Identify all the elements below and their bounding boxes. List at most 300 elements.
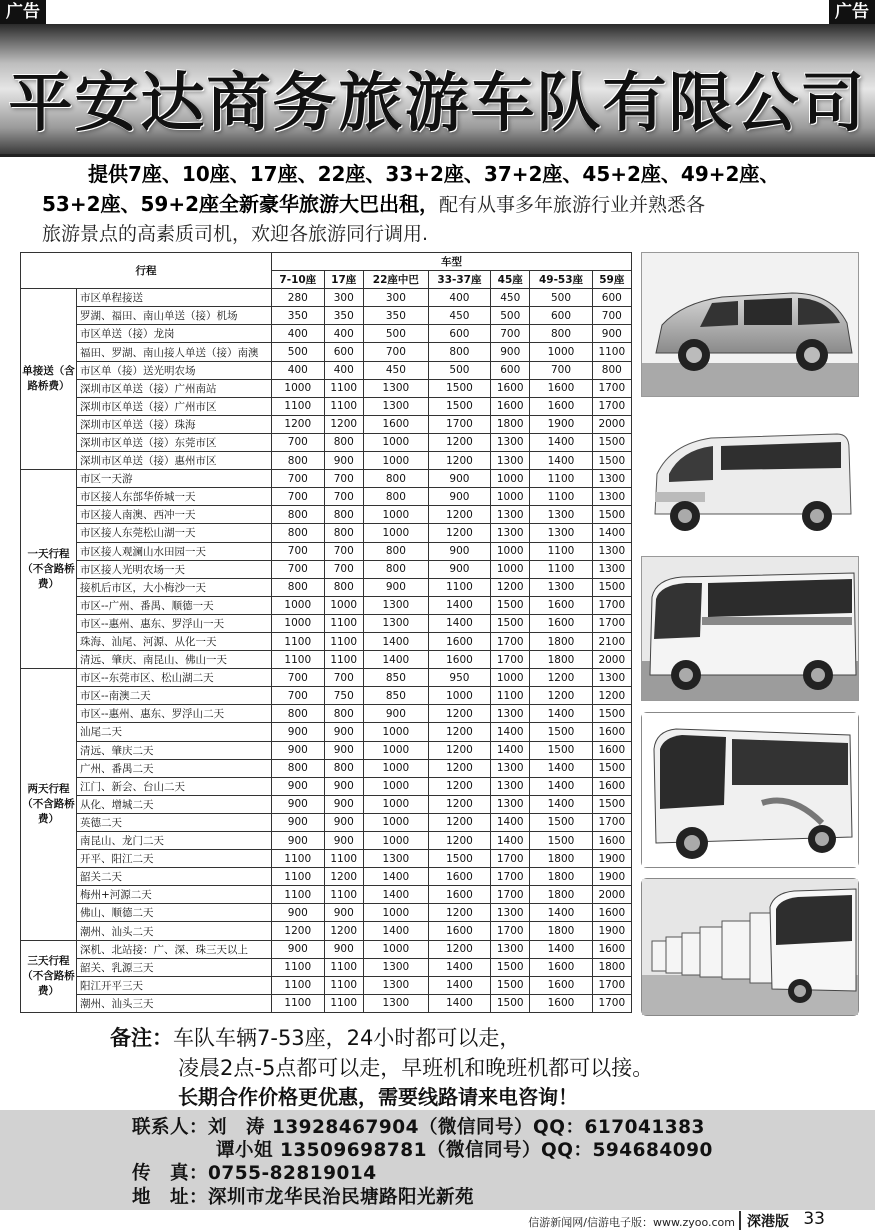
price-cell: 800: [272, 759, 325, 777]
price-cell: 600: [428, 325, 490, 343]
price-cell: 1300: [491, 904, 530, 922]
route-cell: 梅州+河源二天: [77, 886, 272, 904]
route-cell: 接机后市区，大小梅沙一天: [77, 578, 272, 596]
contact-person-1: 联系人：刘 涛 13928467904（微信同号）QQ：617041383: [132, 1117, 705, 1138]
price-cell: 1300: [363, 958, 428, 976]
price-cell: 500: [272, 343, 325, 361]
price-cell: 1600: [428, 922, 490, 940]
price-cell: 900: [428, 542, 490, 560]
route-cell: 市区接人观澜山水田园一天: [77, 542, 272, 560]
route-cell: 开平、阳江二天: [77, 850, 272, 868]
price-cell: 1700: [592, 614, 631, 632]
price-cell: 900: [324, 795, 363, 813]
price-cell: 1400: [530, 904, 592, 922]
coach-bus-photo: [641, 712, 859, 868]
route-cell: 市区单（接）送光明农场: [77, 361, 272, 379]
route-cell: 深圳市区单送（接）广州南站: [77, 379, 272, 397]
price-cell: 1200: [272, 415, 325, 433]
price-cell: 1100: [324, 632, 363, 650]
price-cell: 1900: [592, 850, 631, 868]
contact-box: [0, 1110, 875, 1210]
route-cell: 市区--惠州、惠东、罗浮山二天: [77, 705, 272, 723]
route-cell: 市区接人东莞松山湖一天: [77, 524, 272, 542]
price-cell: 900: [428, 560, 490, 578]
price-cell: 900: [324, 813, 363, 831]
price-cell: 1100: [491, 687, 530, 705]
price-cell: 1900: [592, 868, 631, 886]
price-cell: 800: [272, 705, 325, 723]
contact-address: 地 址：深圳市龙华民治民塘路阳光新苑: [132, 1187, 475, 1208]
price-cell: 1400: [530, 777, 592, 795]
route-cell: 市区接人光明农场一天: [77, 560, 272, 578]
table-row: [21, 379, 632, 397]
price-cell: 1400: [592, 524, 631, 542]
price-cell: 1500: [592, 578, 631, 596]
table-row: [21, 976, 632, 994]
price-cell: 1000: [363, 506, 428, 524]
price-cell: 1500: [592, 506, 631, 524]
price-cell: 1300: [363, 976, 428, 994]
price-cell: 900: [363, 705, 428, 723]
price-cell: 700: [592, 307, 631, 325]
price-cell: 1100: [324, 850, 363, 868]
price-cell: 800: [363, 470, 428, 488]
price-cell: 1300: [491, 940, 530, 958]
price-cell: 1000: [272, 614, 325, 632]
price-cell: 1700: [592, 596, 631, 614]
note-line-2: 凌晨2点-5点都可以走，早班机和晚班机都可以接。: [178, 1056, 654, 1080]
route-cell: 深圳市区单送（接）广州市区: [77, 397, 272, 415]
price-cell: 1500: [592, 705, 631, 723]
column-header: 59座: [592, 271, 631, 289]
price-cell: 1000: [491, 470, 530, 488]
price-cell: 350: [363, 307, 428, 325]
price-cell: 1100: [272, 976, 325, 994]
route-cell: 深圳市区单送（接）惠州市区: [77, 452, 272, 470]
price-cell: 900: [324, 452, 363, 470]
price-cell: 800: [324, 759, 363, 777]
price-cell: 800: [592, 361, 631, 379]
price-cell: 800: [324, 524, 363, 542]
route-cell: 英德二天: [77, 813, 272, 831]
price-cell: 1100: [272, 850, 325, 868]
price-cell: 1200: [428, 759, 490, 777]
price-cell: 800: [324, 433, 363, 451]
price-cell: 1800: [530, 922, 592, 940]
price-cell: 1200: [592, 687, 631, 705]
price-cell: 1600: [592, 940, 631, 958]
price-cell: 800: [530, 325, 592, 343]
price-cell: 1600: [592, 832, 631, 850]
column-header: 17座: [324, 271, 363, 289]
price-cell: 1000: [491, 669, 530, 687]
price-cell: 1600: [428, 651, 490, 669]
price-cell: 1300: [530, 506, 592, 524]
price-cell: 1600: [530, 379, 592, 397]
price-cell: 1600: [491, 397, 530, 415]
price-cell: 1600: [530, 958, 592, 976]
price-cell: 700: [530, 361, 592, 379]
price-cell: 1600: [592, 904, 631, 922]
price-cell: 1000: [491, 560, 530, 578]
route-cell: 市区单送（接）龙岗: [77, 325, 272, 343]
price-cell: 1200: [428, 433, 490, 451]
company-title: 平安达商务旅游车队有限公司: [8, 66, 867, 141]
price-cell: 1100: [530, 488, 592, 506]
contact-fax: 传 真：0755-82819014: [132, 1163, 377, 1184]
price-cell: 800: [428, 343, 490, 361]
category-cell: 三天行程（不含路桥费）: [21, 940, 77, 1012]
price-cell: 1100: [324, 614, 363, 632]
price-cell: 300: [324, 289, 363, 307]
price-cell: 500: [363, 325, 428, 343]
price-cell: 1200: [428, 452, 490, 470]
route-cell: 深圳市区单送（接）珠海: [77, 415, 272, 433]
price-cell: 1000: [491, 488, 530, 506]
price-cell: 1500: [428, 850, 490, 868]
price-cell: 1800: [530, 868, 592, 886]
price-cell: 1600: [428, 632, 490, 650]
price-cell: 1400: [428, 994, 490, 1012]
price-cell: 700: [272, 669, 325, 687]
price-cell: 1600: [592, 777, 631, 795]
table-row: [21, 795, 632, 813]
price-cell: 1200: [324, 415, 363, 433]
mpv-photo: [641, 252, 859, 397]
price-cell: 850: [363, 669, 428, 687]
page-number: 33: [803, 1209, 825, 1229]
price-cell: 1700: [592, 976, 631, 994]
price-cell: 1400: [491, 832, 530, 850]
price-cell: 1000: [363, 759, 428, 777]
price-cell: 1400: [530, 433, 592, 451]
price-cell: 700: [272, 470, 325, 488]
price-cell: 450: [491, 289, 530, 307]
price-cell: 1000: [428, 687, 490, 705]
price-cell: 1700: [491, 886, 530, 904]
van-photo: [641, 404, 859, 549]
note-line-3: 长期合作价格更优惠，需要线路请来电咨询！: [178, 1085, 578, 1109]
price-cell: 1300: [491, 777, 530, 795]
price-cell: 1200: [428, 832, 490, 850]
price-cell: 1300: [530, 578, 592, 596]
price-cell: 500: [491, 307, 530, 325]
price-cell: 1500: [491, 596, 530, 614]
route-cell: 市区--广州、番禺、顺德一天: [77, 596, 272, 614]
price-cell: 1300: [592, 560, 631, 578]
table-row: [21, 705, 632, 723]
price-cell: 1300: [491, 759, 530, 777]
price-cell: 900: [272, 832, 325, 850]
price-cell: 1000: [363, 741, 428, 759]
price-cell: 700: [491, 325, 530, 343]
price-cell: 750: [324, 687, 363, 705]
price-cell: 1200: [324, 868, 363, 886]
price-cell: 1700: [592, 994, 631, 1012]
price-cell: 1400: [363, 632, 428, 650]
price-cell: 280: [272, 289, 325, 307]
price-cell: 850: [363, 687, 428, 705]
price-cell: 1200: [272, 922, 325, 940]
price-cell: 1400: [530, 759, 592, 777]
price-cell: 950: [428, 669, 490, 687]
price-cell: 1000: [363, 832, 428, 850]
price-cell: 1300: [363, 379, 428, 397]
price-cell: 1300: [592, 542, 631, 560]
price-cell: 1100: [530, 470, 592, 488]
table-row: [21, 759, 632, 777]
price-cell: 1600: [530, 976, 592, 994]
price-table: [20, 252, 632, 1013]
price-cell: 900: [363, 578, 428, 596]
route-cell: 佛山、顺德二天: [77, 904, 272, 922]
price-cell: 1600: [530, 397, 592, 415]
price-cell: 1000: [363, 433, 428, 451]
price-cell: 700: [324, 560, 363, 578]
table-row: [21, 397, 632, 415]
price-cell: 1000: [491, 542, 530, 560]
price-cell: 1800: [530, 850, 592, 868]
note-line-1: 备注：车队车辆7-53座，24小时都可以走，: [110, 1026, 521, 1050]
intro-line-3: 旅游景点的高素质司机，欢迎各旅游同行调用.: [42, 223, 429, 245]
route-cell: 从化、增城二天: [77, 795, 272, 813]
route-cell: 市区接人南澳、西冲一天: [77, 506, 272, 524]
table-row: [21, 651, 632, 669]
table-row: [21, 741, 632, 759]
intro-line-1: 提供7座、10座、17座、22座、33+2座、37+2座、45+2座、49+2座、: [88, 162, 780, 186]
price-cell: 1100: [324, 379, 363, 397]
route-cell: 福田、罗湖、南山接人单送（接）南澳: [77, 343, 272, 361]
price-cell: 1500: [491, 958, 530, 976]
price-cell: 700: [363, 343, 428, 361]
price-cell: 1600: [530, 596, 592, 614]
price-cell: 1300: [491, 452, 530, 470]
table-row: [21, 415, 632, 433]
price-cell: 900: [324, 904, 363, 922]
price-cell: 1100: [324, 886, 363, 904]
price-cell: 900: [428, 470, 490, 488]
column-header: 49-53座: [530, 271, 592, 289]
price-cell: 400: [272, 325, 325, 343]
price-cell: 1100: [272, 651, 325, 669]
price-cell: 1300: [491, 795, 530, 813]
price-cell: 1700: [491, 651, 530, 669]
route-cell: 罗湖、福田、南山单送（接）机场: [77, 307, 272, 325]
price-cell: 1700: [491, 632, 530, 650]
route-cell: 深机、北站接：广、深、珠三天以上: [77, 940, 272, 958]
price-cell: 1100: [324, 994, 363, 1012]
price-cell: 900: [324, 832, 363, 850]
table-row: [21, 922, 632, 940]
price-cell: 900: [324, 777, 363, 795]
price-cell: 2000: [592, 886, 631, 904]
table-row: [21, 289, 632, 307]
price-cell: 800: [363, 560, 428, 578]
price-cell: 800: [272, 524, 325, 542]
price-cell: 800: [272, 578, 325, 596]
table-row: [21, 940, 632, 958]
column-header: 45座: [491, 271, 530, 289]
route-cell: 珠海、汕尾、河源、从化一天: [77, 632, 272, 650]
price-cell: 1000: [363, 452, 428, 470]
table-row: [21, 813, 632, 831]
price-cell: 1500: [491, 994, 530, 1012]
price-cell: 800: [324, 506, 363, 524]
price-cell: 1600: [428, 886, 490, 904]
price-cell: 2100: [592, 632, 631, 650]
table-row: [21, 614, 632, 632]
route-cell: 广州、番禺二天: [77, 759, 272, 777]
route-cell: 市区--惠州、惠东、罗浮山一天: [77, 614, 272, 632]
price-cell: 1600: [530, 994, 592, 1012]
column-header: 33-37座: [428, 271, 490, 289]
price-cell: 800: [324, 578, 363, 596]
table-row: [21, 777, 632, 795]
price-cell: 1300: [363, 994, 428, 1012]
price-cell: 1500: [592, 795, 631, 813]
price-cell: 800: [272, 506, 325, 524]
price-cell: 2000: [592, 651, 631, 669]
footer-source: 信游新闻网/信游电子版：www.zyoo.com: [528, 1216, 735, 1229]
table-row: [21, 850, 632, 868]
price-cell: 1500: [592, 433, 631, 451]
price-cell: 1600: [428, 868, 490, 886]
price-cell: 1100: [428, 578, 490, 596]
route-cell: 韶关二天: [77, 868, 272, 886]
price-cell: 500: [428, 361, 490, 379]
price-cell: 1300: [363, 850, 428, 868]
price-cell: 1600: [530, 614, 592, 632]
table-row: [21, 958, 632, 976]
price-cell: 1800: [530, 886, 592, 904]
price-cell: 400: [272, 361, 325, 379]
price-cell: 1400: [530, 795, 592, 813]
table-row: [21, 560, 632, 578]
table-row: [21, 325, 632, 343]
price-cell: 400: [324, 361, 363, 379]
price-cell: 1200: [324, 922, 363, 940]
route-cell: 市区接人东部华侨城一天: [77, 488, 272, 506]
price-cell: 600: [530, 307, 592, 325]
price-cell: 1200: [491, 578, 530, 596]
price-cell: 700: [324, 470, 363, 488]
price-cell: 1300: [363, 614, 428, 632]
price-cell: 1100: [272, 397, 325, 415]
intro-line-2: 53+2座、59+2座全新豪华旅游大巴出租，配有从事多年旅游行业并熟悉各: [42, 192, 706, 216]
table-row: [21, 868, 632, 886]
price-cell: 1800: [530, 651, 592, 669]
table-row: [21, 470, 632, 488]
price-cell: 900: [272, 723, 325, 741]
route-cell: 清远、肇庆二天: [77, 741, 272, 759]
price-cell: 1700: [491, 868, 530, 886]
price-cell: 1400: [363, 886, 428, 904]
price-cell: 1000: [363, 904, 428, 922]
category-cell: 一天行程（不含路桥费）: [21, 470, 77, 669]
price-cell: 1700: [592, 379, 631, 397]
price-cell: 700: [272, 488, 325, 506]
vehicle-header: 车型: [272, 253, 632, 271]
price-cell: 1000: [363, 795, 428, 813]
ad-label-left: 广告: [0, 0, 46, 24]
price-cell: 1400: [530, 940, 592, 958]
route-cell: 市区一天游: [77, 470, 272, 488]
price-cell: 1400: [530, 452, 592, 470]
price-cell: 1400: [491, 813, 530, 831]
price-cell: 1400: [428, 976, 490, 994]
category-cell: 两天行程（不含路桥费）: [21, 669, 77, 940]
price-cell: 1500: [592, 452, 631, 470]
price-cell: 1100: [324, 651, 363, 669]
table-row: [21, 452, 632, 470]
price-cell: 1500: [530, 813, 592, 831]
table-row: [21, 433, 632, 451]
price-cell: 1400: [530, 705, 592, 723]
price-cell: 800: [272, 452, 325, 470]
price-cell: 1800: [592, 958, 631, 976]
route-cell: 清远、肇庆、南昆山、佛山一天: [77, 651, 272, 669]
price-cell: 800: [363, 542, 428, 560]
price-cell: 900: [324, 741, 363, 759]
price-cell: 900: [324, 940, 363, 958]
route-cell: 市区--东莞市区、松山湖二天: [77, 669, 272, 687]
price-cell: 1800: [530, 632, 592, 650]
price-cell: 450: [428, 307, 490, 325]
route-cell: 市区--南澳二天: [77, 687, 272, 705]
price-cell: 900: [272, 777, 325, 795]
price-cell: 2000: [592, 415, 631, 433]
price-cell: 1400: [363, 922, 428, 940]
price-cell: 1000: [363, 524, 428, 542]
ad-label-right: 广告: [829, 0, 875, 24]
price-cell: 1700: [592, 813, 631, 831]
price-cell: 300: [363, 289, 428, 307]
table-row: [21, 307, 632, 325]
price-cell: 1200: [530, 687, 592, 705]
contact-person-2: 谭小姐 13509698781（微信同号）QQ：594684090: [216, 1140, 713, 1161]
price-cell: 700: [272, 433, 325, 451]
price-cell: 1200: [428, 940, 490, 958]
route-cell: 汕尾二天: [77, 723, 272, 741]
price-cell: 1100: [324, 397, 363, 415]
price-cell: 800: [363, 488, 428, 506]
price-cell: 800: [324, 705, 363, 723]
price-cell: 600: [324, 343, 363, 361]
price-cell: 1200: [428, 705, 490, 723]
price-cell: 1100: [272, 868, 325, 886]
table-row: [21, 361, 632, 379]
price-cell: 1300: [363, 596, 428, 614]
column-header: 22座中巴: [363, 271, 428, 289]
price-cell: 1200: [428, 813, 490, 831]
price-cell: 1500: [530, 723, 592, 741]
price-cell: 1500: [592, 759, 631, 777]
price-cell: 1200: [428, 723, 490, 741]
price-cell: 400: [428, 289, 490, 307]
price-cell: 600: [592, 289, 631, 307]
price-cell: 1600: [363, 415, 428, 433]
price-cell: 1900: [530, 415, 592, 433]
category-cell: 单接送（含路桥费）: [21, 289, 77, 470]
price-cell: 400: [324, 325, 363, 343]
price-cell: 1500: [530, 832, 592, 850]
price-cell: 700: [324, 542, 363, 560]
page-footer: [0, 1210, 875, 1230]
bus-fleet-photo: [641, 878, 859, 1016]
price-cell: 1300: [491, 705, 530, 723]
price-cell: 1100: [592, 343, 631, 361]
price-cell: 700: [272, 542, 325, 560]
